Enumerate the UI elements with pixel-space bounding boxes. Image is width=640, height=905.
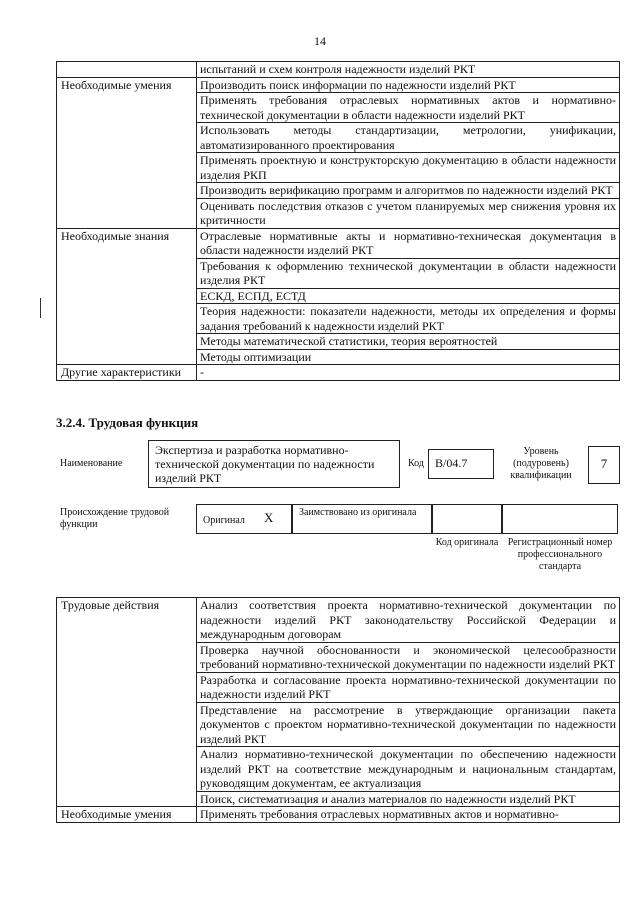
- code-original-caption: Код оригинала: [435, 537, 499, 548]
- name-label: Наименование: [60, 458, 123, 469]
- row-text: -: [197, 365, 620, 381]
- row-label-skills: Необходимые умения: [57, 807, 197, 823]
- table-row: [57, 807, 620, 823]
- table-row: [57, 365, 620, 381]
- row-label-actions: Трудовые действия: [57, 598, 197, 807]
- row-text: Применять требования отраслевых нормативных актов и нормативно-: [197, 807, 620, 823]
- original-label: Оригинал: [196, 504, 256, 534]
- row-text: Требования к оформлению технической документации в области надежности изделия РКТ: [197, 258, 620, 288]
- function-name-box: Экспертиза и разработка нормативно-технической документации по надежности изделий РКТ: [148, 440, 400, 488]
- labor-actions-table: [56, 597, 620, 823]
- row-text: Анализ соответствия проекта нормативно-технической документации по надежности изделий РКТ законодательству Российской Федерации и международным договорам: [197, 598, 620, 643]
- row-text: Использовать методы стандартизации, метрологии, унификации, автоматизированного проектирования: [197, 123, 620, 153]
- origin-label: Происхождение трудовой функции: [60, 507, 170, 530]
- margin-mark: [40, 298, 41, 318]
- origin-row: [196, 504, 618, 534]
- page-number: 14: [314, 34, 326, 48]
- table-row: [57, 62, 620, 78]
- row-text: испытаний и схем контроля надежности изделий РКТ: [197, 62, 620, 78]
- row-label: [57, 62, 197, 78]
- table-row: [57, 598, 620, 643]
- code-original-cell: [432, 504, 502, 534]
- row-text: Проверка научной обоснованности и экономической целесообразности требований нормативно-технической документации по надежности изделий РКТ: [197, 642, 620, 672]
- row-text: Отраслевые нормативные акты и нормативно-техническая документация в области надежности изделий РКТ: [197, 228, 620, 258]
- reg-number-caption: Регистрационный номер профессионального стандарта: [507, 537, 613, 572]
- reg-number-cell: [502, 504, 618, 534]
- row-text: Производить поиск информации по надежности изделий РКТ: [197, 77, 620, 93]
- row-text: Применять проектную и конструкторскую документацию в области надежности изделия РКП: [197, 153, 620, 183]
- original-mark: X: [256, 504, 292, 534]
- skills-knowledge-table: [56, 61, 620, 381]
- row-text: Представление на рассмотрение в утверждающие организации пакета документов с проектом нормативно-технической документации по надежности изделий РКТ: [197, 702, 620, 747]
- row-text: Разработка и согласование проекта нормативно-технической документации по надежности изделий РКТ: [197, 672, 620, 702]
- code-label: Код: [408, 458, 424, 469]
- row-text: Производить верификацию программ и алгоритмов по надежности изделий РКТ: [197, 183, 620, 199]
- row-text: Анализ нормативно-технической документации по обеспечению надежности изделий РКТ на соответствие международным и национальным стандартам, руководящим документам, ее актуализация: [197, 747, 620, 792]
- row-text: Применять требования отраслевых нормативных актов и нормативно-технической документации в области надежности изделий РКТ: [197, 93, 620, 123]
- row-text: Поиск, систематизация и анализ материалов по надежности изделий РКТ: [197, 791, 620, 807]
- row-text: Теория надежности: показатели надежности, методы их определения и формы задания требований к надежности изделий РКТ: [197, 304, 620, 334]
- row-text: Методы оптимизации: [197, 349, 620, 365]
- level-box: 7: [588, 446, 620, 484]
- row-text: Методы математической статистики, теория вероятностей: [197, 334, 620, 350]
- row-text: ЕСКД, ЕСПД, ЕСТД: [197, 288, 620, 304]
- row-label-knowledge: Необходимые знания: [57, 228, 197, 365]
- table-row: [57, 77, 620, 93]
- row-label-other: Другие характеристики: [57, 365, 197, 381]
- borrowed-label: Заимствовано из оригинала: [292, 504, 432, 534]
- row-label-skills: Необходимые умения: [57, 77, 197, 228]
- table-row: [57, 228, 620, 258]
- level-label: Уровень (подуровень) квалификации: [510, 446, 572, 481]
- section-heading: 3.2.4. Трудовая функция: [56, 415, 199, 430]
- code-box: В/04.7: [428, 449, 494, 479]
- row-text: Оценивать последствия отказов с учетом планируемых мер снижения уровня их критичности: [197, 198, 620, 228]
